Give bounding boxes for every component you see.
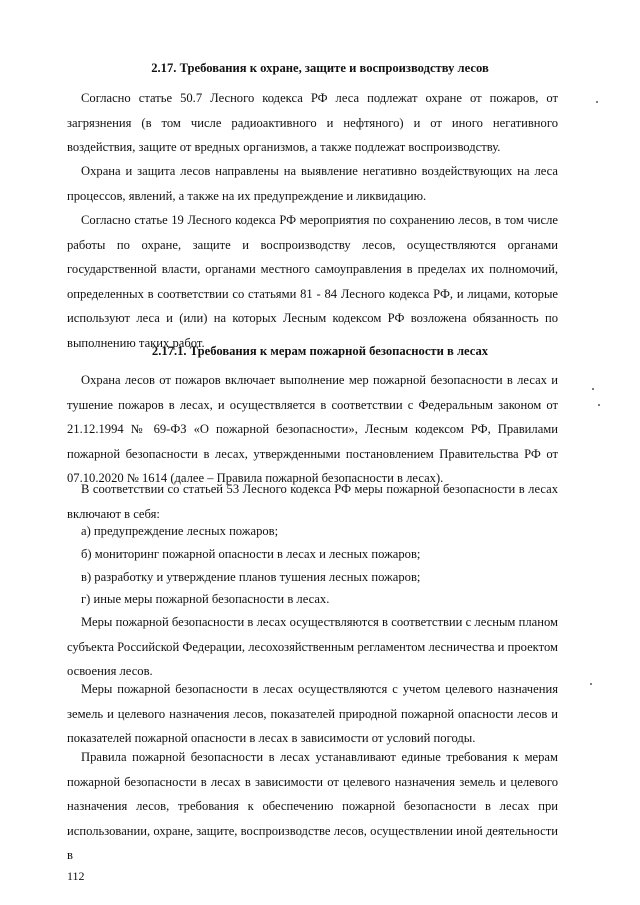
scan-speck xyxy=(596,101,598,103)
paragraph: Меры пожарной безопасности в лесах осуществляются с учетом целевого назначения земель и целевого назначения лесов, показателей природной пожарной опасности лесов и показателей пожарной опасности в лесах в зависимости от условий погоды. xyxy=(67,682,558,745)
paragraph: Меры пожарной безопасности в лесах осуществляются в соответствии с лесным планом субъекта Российской Федерации, лесохозяйственным регламентом лесничества и проектом освоения лесов. xyxy=(67,615,558,678)
paragraph: Охрана лесов от пожаров включает выполнение мер пожарной безопасности в лесах и тушение пожаров в лесах, и осуществляется в соответствии с Федеральным законом от 21.12.1994 № 69-ФЗ «О пожарной безопасности», Лесным кодексом РФ, Правилами пожарной безопасности в лесах, утвержденными постановлением Правительства РФ от 07.10.2020 № 1614 (далее – Правила пожарной безопасности в лесах). xyxy=(67,373,558,485)
scan-speck xyxy=(592,388,594,390)
paragraph: Правила пожарной безопасности в лесах устанавливают единые требования к мерам пожарной безопасности в лесах в зависимости от целевого назначения земель и целевого назначения лесов, требования к обеспечению пожарной безопасности в лесах при использовании, охране, защите, воспроизводстве лесов, осуществлении иной деятельности в xyxy=(67,750,558,862)
page-number: 112 xyxy=(67,869,85,883)
list-item: а) предупреждение лесных пожаров; xyxy=(81,524,279,538)
section-title: 2.17. Требования к охране, защите и воспроизводству лесов xyxy=(151,61,489,75)
paragraph: В соответствии со статьей 53 Лесного кодекса РФ меры пожарной безопасности в лесах включают в себя: xyxy=(67,482,558,521)
paragraph: Охрана и защита лесов направлены на выявление негативно воздействующих на леса процессов, явлений, а также на их предупреждение и ликвидацию. xyxy=(67,164,558,203)
scan-speck xyxy=(590,683,592,685)
list-item: б) мониторинг пожарной опасности в лесах и лесных пожаров; xyxy=(81,547,421,561)
list-item: г) иные меры пожарной безопасности в лесах. xyxy=(81,592,330,606)
scan-speck xyxy=(598,404,600,406)
paragraph: Согласно статье 19 Лесного кодекса РФ мероприятия по сохранению лесов, в том числе работы по охране, защите и воспроизводству лесов, осуществляются органами государственной власти, органами местного самоуправления в пределах их полномочий, определенных в соответствии со статьями 81 - 84 Лесного кодекса РФ, и лицами, которые используют леса и (или) на которых Лесным кодексом РФ возложена обязанность по выполнению таких работ. xyxy=(67,213,558,350)
paragraph: Согласно статье 50.7 Лесного кодекса РФ леса подлежат охране от пожаров, от загрязнения (в том числе радиоактивного и нефтяного) и от иного негативного воздействия, защите от вредных организмов, а также подлежат воспроизводству. xyxy=(67,91,558,154)
subsection-title: 2.17.1. Требования к мерам пожарной безопасности в лесах xyxy=(151,344,489,358)
list-item: в) разработку и утверждение планов тушения лесных пожаров; xyxy=(81,570,421,584)
